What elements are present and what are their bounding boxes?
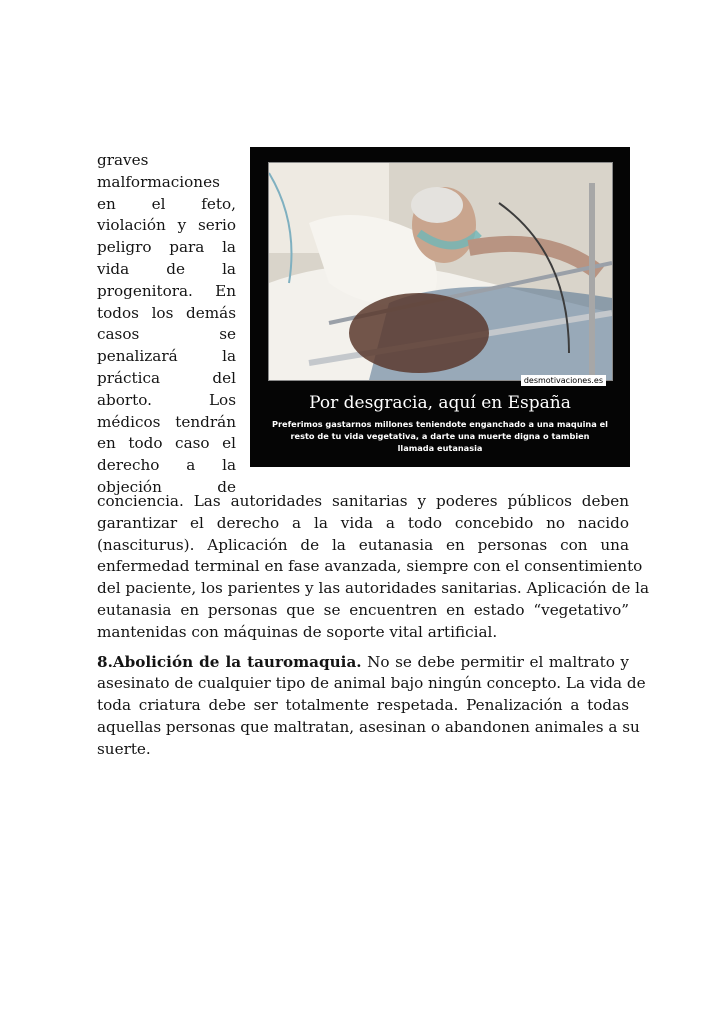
text-line: casos se	[97, 325, 236, 344]
patient-illustration	[269, 163, 612, 380]
section-8-paragraph	[97, 652, 646, 761]
hospital-patient-photo	[268, 162, 613, 381]
poster-title: Por desgracia, aquí en España	[309, 393, 571, 413]
text-line: aquellas personas que maltratan, asesinan o abandonen animales a su	[97, 717, 640, 736]
text-line: conciencia. Las autoridades sanitarias y poderes públicos deben	[97, 492, 629, 510]
section-8-heading: 8.Abolición de la tauromaquia.	[97, 652, 362, 671]
text-line: penalizará la	[97, 347, 236, 366]
text-line: asesinato de cualquier tipo de animal bajo ningún concepto. La vida de	[97, 674, 646, 693]
text-line: graves	[97, 151, 149, 169]
text-line: malformaciones	[97, 172, 220, 191]
demotivational-poster	[250, 147, 630, 467]
text-line: aborto. Los	[97, 390, 236, 409]
watermark-label: desmotivaciones.es	[521, 375, 606, 386]
text-line: toda criatura debe ser totalmente respetada. Penalización a todas	[97, 696, 629, 715]
text-line: (nasciturus). Aplicación de la eutanasia en personas con una	[97, 535, 629, 554]
text-line: peligro para la	[97, 238, 236, 257]
full-text-column	[97, 491, 650, 761]
text-line: práctica del	[97, 368, 236, 387]
text-line: objeción de	[97, 477, 236, 496]
text-line: derecho a la	[97, 456, 236, 475]
text-line: mantenidas con máquinas de soporte vital artificial.	[97, 622, 498, 641]
text-line: garantizar el derecho a la vida a todo concebido no nacido	[97, 513, 629, 532]
text-line: en todo caso el	[97, 434, 236, 453]
text-line: en el feto,	[97, 194, 236, 213]
text-line: enfermedad terminal en fase avanzada, siempre con el consentimiento	[97, 557, 643, 576]
text-line: suerte.	[97, 739, 151, 758]
euthanasia-paragraph	[97, 491, 650, 644]
text-line: eutanasia en personas que se encuentren en estado “vegetativo”	[97, 600, 629, 619]
text-line: todos los demás	[97, 303, 236, 322]
text-line	[97, 652, 629, 674]
caption-line: Preferimos gastarnos millones teniendote enganchado a una maquina el	[272, 419, 608, 429]
text-line: progenitora. En	[97, 281, 236, 300]
text-line: médicos tendrán	[97, 412, 236, 431]
caption-line: resto de tu vida vegetativa, a darte una muerte digna o tambien	[290, 430, 590, 441]
narrow-text-column	[97, 150, 236, 499]
caption-line: llamada eutanasia	[397, 442, 483, 453]
text-line: del paciente, los parientes y las autoridades sanitarias. Aplicación de la	[97, 579, 650, 598]
text-line: violación y serio	[97, 216, 236, 235]
section-8-intro: No se debe permitir el maltrato y	[361, 652, 629, 671]
poster-caption	[270, 419, 610, 454]
text-line: vida de la	[97, 259, 236, 278]
